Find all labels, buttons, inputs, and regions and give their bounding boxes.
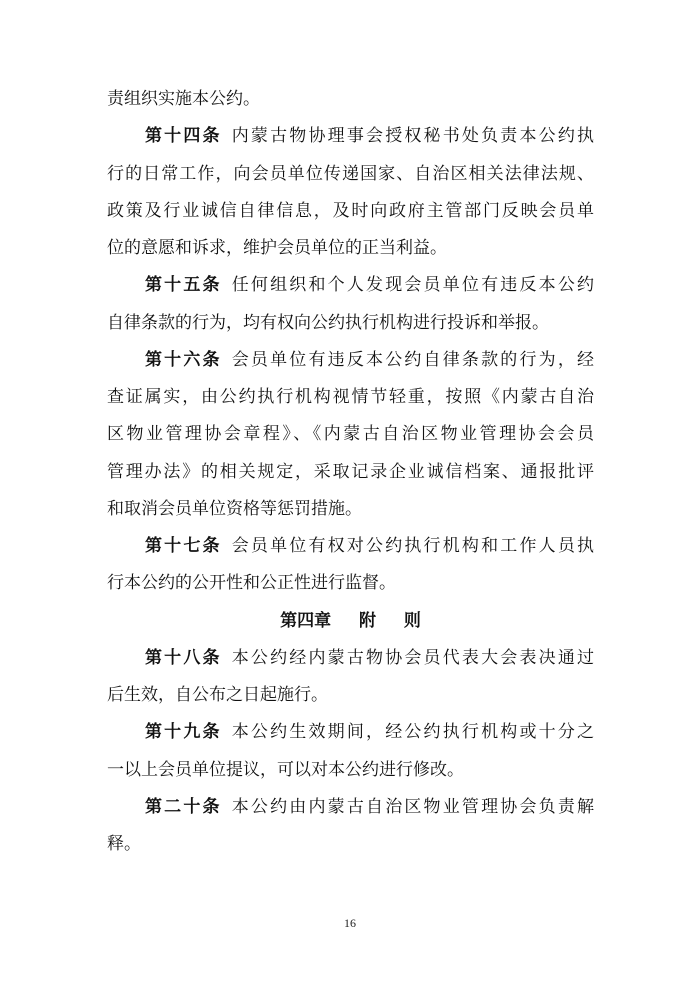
paragraph-line: 后生效，自公布之日起施行。 <box>107 685 328 705</box>
article-text: 会员单位有违反本公约自律条款的行为，经 <box>231 349 594 370</box>
article-text: 本公约经内蒙古物协会员代表大会表决通过 <box>231 647 594 668</box>
paragraph-line: 位的意愿和诉求，维护会员单位的正当利益。 <box>107 238 447 258</box>
paragraph-line: 释。 <box>107 834 141 854</box>
paragraph-line: 政策及行业诚信自律信息，及时向政府主管部门反映会员单 <box>107 200 594 221</box>
article-label: 第十七条 <box>145 536 222 556</box>
article-14-line <box>107 118 594 155</box>
article-18-line <box>107 640 594 677</box>
article-19-line <box>107 714 594 751</box>
article-label: 第十八条 <box>145 647 222 668</box>
article-text: 本公约由内蒙古自治区物业管理协会负责解 <box>231 796 594 817</box>
article-20-line <box>107 789 594 826</box>
article-label: 第十九条 <box>145 722 222 743</box>
chapter-heading: 第四章 附 则 <box>280 610 421 631</box>
paragraph-line: 管理办法》的相关规定，采取记录企业诚信档案、通报批评 <box>107 461 594 482</box>
article-text: 会员单位有权对公约执行机构和工作人员执 <box>231 536 594 556</box>
paragraph-line: 查证属实，由公约执行机构视情节轻重，按照《内蒙古自治 <box>107 387 594 407</box>
article-text: 任何组织和个人发现会员单位有违反本公约 <box>231 275 594 296</box>
page-number: 16 <box>344 916 356 930</box>
document-body <box>107 81 594 863</box>
paragraph-line: 责组织实施本公约。 <box>107 89 260 109</box>
article-label: 第十四条 <box>145 126 222 147</box>
paragraph-line: 和取消会员单位资格等惩罚措施。 <box>107 498 362 519</box>
article-label: 第十五条 <box>145 275 222 296</box>
article-text: 本公约生效期间，经公约执行机构或十分之 <box>231 722 594 743</box>
paragraph-line: 一以上会员单位提议，可以对本公约进行修改。 <box>107 759 464 780</box>
paragraph-line: 行的日常工作，向会员单位传递国家、自治区相关法律法规、 <box>107 163 594 184</box>
paragraph-line: 行本公约的公开性和公正性进行监督。 <box>107 573 396 594</box>
article-15-line <box>107 267 594 304</box>
article-label: 第二十条 <box>145 796 222 817</box>
article-label: 第十六条 <box>145 349 222 370</box>
article-16-line <box>107 342 594 379</box>
article-17-line <box>107 528 594 565</box>
paragraph-line: 自律条款的行为，均有权向公约执行机构进行投诉和举报。 <box>107 312 549 333</box>
paragraph-line: 区物业管理协会章程》、《内蒙古自治区物业管理协会会员 <box>107 424 594 445</box>
article-text: 内蒙古物协理事会授权秘书处负责本公约执 <box>231 126 594 147</box>
